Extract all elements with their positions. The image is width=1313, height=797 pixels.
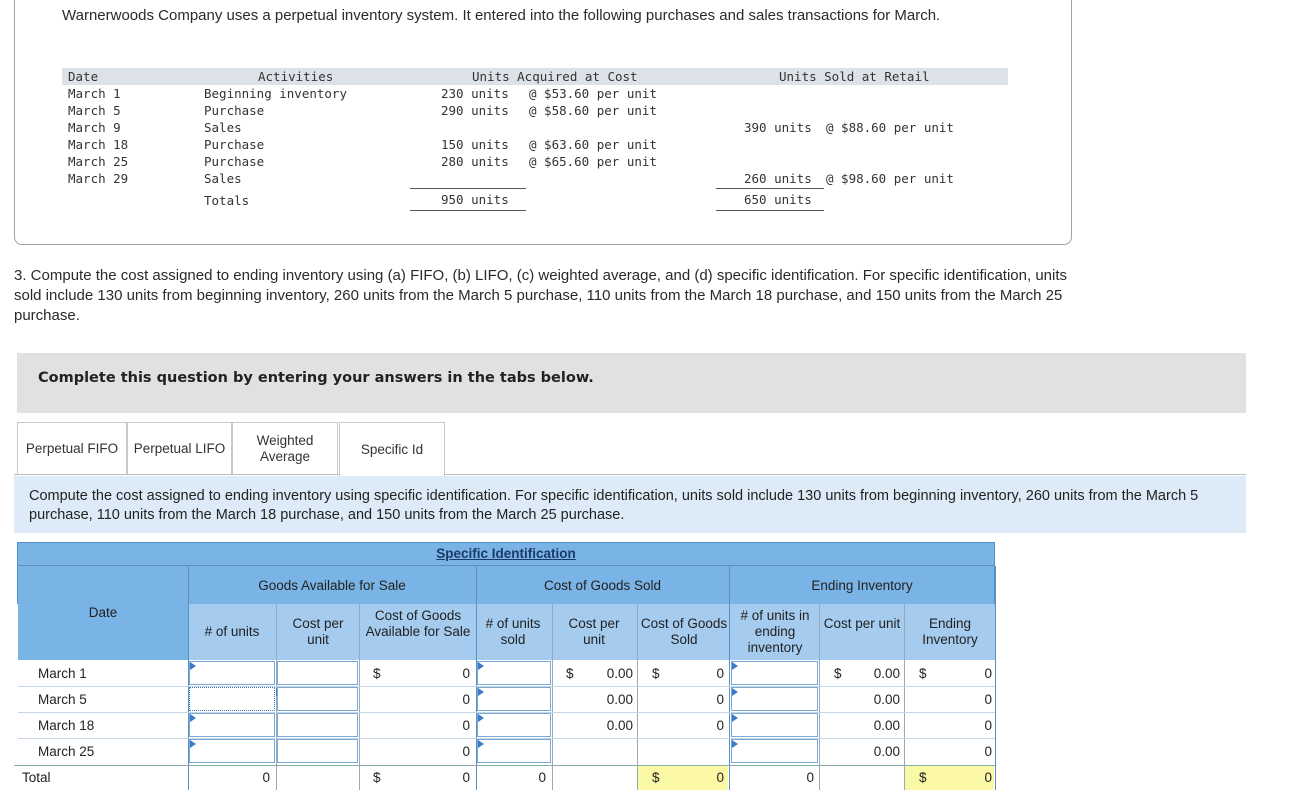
- row-date: March 5: [68, 103, 121, 118]
- dropdown-marker-icon: [478, 740, 484, 748]
- currency-symbol: $: [919, 770, 927, 785]
- cpu-sold-value: 0.00: [606, 666, 633, 681]
- row-acq-units: 230 units: [441, 86, 509, 101]
- units-input[interactable]: [189, 713, 275, 737]
- row-date: March 25: [68, 154, 129, 169]
- total-ending: 0: [984, 770, 992, 785]
- currency-symbol: $: [919, 666, 927, 681]
- header-activities: Activities: [258, 69, 334, 84]
- dropdown-marker-icon: [732, 688, 738, 696]
- row-date: March 9: [68, 120, 121, 135]
- units-input[interactable]: [189, 739, 275, 763]
- group-ending: Ending Inventory: [811, 578, 913, 593]
- dropdown-marker-icon: [190, 662, 196, 670]
- header-sold: Units Sold at Retail: [779, 69, 930, 84]
- totals-sold: 650 units: [744, 192, 812, 207]
- tab-perpetual-fifo[interactable]: [17, 422, 127, 475]
- row-activity: Sales: [204, 171, 242, 186]
- dropdown-marker-icon: [190, 714, 196, 722]
- currency-symbol: $: [652, 770, 660, 785]
- dropdown-marker-icon: [190, 740, 196, 748]
- cost-available-value: 0: [462, 666, 470, 681]
- tab-weighted-average[interactable]: [232, 422, 338, 475]
- worksheet-title: Specific Identification: [436, 546, 576, 561]
- cpu-ending-value: 0.00: [873, 718, 900, 733]
- row-activity: Sales: [204, 120, 242, 135]
- cpu-sold-value: 0.00: [606, 718, 633, 733]
- cpu-ending-value: 0.00: [873, 744, 900, 759]
- row-acq-cost: @ $58.60 per unit: [529, 103, 657, 118]
- dropdown-marker-icon: [478, 688, 484, 696]
- total-label: Total: [22, 770, 51, 785]
- units-ending-input[interactable]: [731, 661, 818, 685]
- row-date: March 1: [68, 86, 121, 101]
- cpu-sold-value: 0.00: [606, 692, 633, 707]
- units-sold-input[interactable]: [477, 713, 551, 737]
- currency-symbol: $: [373, 770, 381, 785]
- ending-value: 0: [984, 744, 992, 759]
- row-acq-cost: @ $63.60 per unit: [529, 137, 657, 152]
- totals-label: Totals: [204, 193, 250, 208]
- row-activity: Purchase: [204, 103, 265, 118]
- row-sold-units: 260 units: [744, 171, 812, 186]
- tab-label: Weighted Average: [256, 433, 314, 464]
- cost-available-value: 0: [462, 744, 470, 759]
- ending-value: 0: [984, 666, 992, 681]
- total-cogs: 0: [716, 770, 724, 785]
- dropdown-marker-icon: [478, 662, 484, 670]
- col-ending-inventory: Ending Inventory: [922, 616, 978, 647]
- col-units-ending: # of units in ending inventory: [740, 608, 810, 655]
- sep: [995, 566, 996, 790]
- row-date: March 18: [68, 137, 129, 152]
- dropdown-marker-icon: [732, 662, 738, 670]
- row-acq-cost: @ $53.60 per unit: [529, 86, 657, 101]
- units-sold-input[interactable]: [477, 687, 551, 711]
- row-date: March 5: [38, 692, 87, 707]
- group-available: Goods Available for Sale: [258, 578, 406, 593]
- units-input[interactable]: [189, 687, 275, 711]
- problem-intro: Warnerwoods Company uses a perpetual inventory system. It entered into the following purchases and sales transactions for March.: [62, 7, 941, 24]
- cpu-ending-value: 0.00: [873, 692, 900, 707]
- row-acq-cost: @ $65.60 per unit: [529, 154, 657, 169]
- dropdown-marker-icon: [732, 714, 738, 722]
- col-cost-available: Cost of Goods Available for Sale: [365, 608, 471, 639]
- col-cpu-ending: Cost per unit: [823, 616, 901, 631]
- group-cogs: Cost of Goods Sold: [543, 578, 662, 593]
- row-date: March 29: [68, 171, 129, 186]
- row-acq-units: 280 units: [441, 154, 509, 169]
- dropdown-marker-icon: [732, 740, 738, 748]
- cost-available-value: 0: [462, 692, 470, 707]
- row-activity: Purchase: [204, 154, 265, 169]
- total-units-ending: 0: [806, 770, 814, 785]
- sep: [904, 604, 905, 790]
- acquired-total-rule: [410, 210, 526, 211]
- cogs-value: 0: [716, 718, 724, 733]
- tab-instructions-text: Compute the cost assigned to ending inventory using specific identification. For specific identification, units sold include 130 units from beginning inventory, 260 units from the March 5 purchase, 110 units from the March 18 purchase, and 150 units from the March 25 purchase.: [29, 488, 1199, 523]
- col-date: Date: [88, 605, 118, 620]
- total-units-sold: 0: [538, 770, 546, 785]
- row-line: [14, 765, 995, 766]
- cost-per-unit-input[interactable]: [277, 687, 358, 711]
- totals-acquired: 950 units: [441, 192, 509, 207]
- sep: [729, 566, 730, 790]
- units-input[interactable]: [189, 661, 275, 685]
- sep: [819, 604, 820, 790]
- tab-label: Specific Id: [360, 441, 424, 457]
- row-date: March 1: [38, 666, 87, 681]
- currency-symbol: $: [834, 666, 842, 681]
- sep: [552, 604, 553, 790]
- units-ending-input[interactable]: [731, 739, 818, 763]
- currency-symbol: $: [373, 666, 381, 681]
- tab-label: Perpetual LIFO: [133, 441, 226, 456]
- cpu-ending-value: 0.00: [873, 666, 900, 681]
- ending-value: 0: [984, 692, 992, 707]
- col-cogs: Cost of Goods Sold: [640, 616, 728, 647]
- row-sold-units: 390 units: [744, 120, 812, 135]
- sep: [637, 604, 638, 790]
- row-date: March 25: [38, 744, 95, 759]
- row-acq-units: 290 units: [441, 103, 509, 118]
- currency-symbol: $: [652, 666, 660, 681]
- col-cpu-sold: Cost per unit: [568, 616, 620, 647]
- total-cost-available: 0: [462, 770, 470, 785]
- units-ending-input[interactable]: [731, 713, 818, 737]
- tab-instructions: [14, 476, 1246, 533]
- question-text: 3. Compute the cost assigned to ending inventory using (a) FIFO, (b) LIFO, (c) weighted average, and (d) specific identification. For specific identification, units sold include 130 units from beginning inventory, 260 units from the March 5 purchase, 110 units from the March 18 purchase, and 150 units from the March 25 purchase.: [14, 267, 1068, 324]
- header-acquired: Units Acquired at Cost: [472, 69, 638, 84]
- units-sold-input[interactable]: [477, 739, 551, 763]
- cost-per-unit-input[interactable]: [277, 713, 358, 737]
- currency-symbol: $: [566, 666, 574, 681]
- col-cost-per-unit: Cost per unit: [292, 616, 344, 647]
- row-activity: Beginning inventory: [204, 86, 347, 101]
- row-sold-price: @ $98.60 per unit: [826, 171, 954, 186]
- acquired-rule: [410, 188, 526, 189]
- header-date: Date: [68, 69, 99, 84]
- units-sold-input[interactable]: [477, 661, 551, 685]
- tab-label: Perpetual FIFO: [25, 441, 119, 456]
- cogs-value: 0: [716, 666, 724, 681]
- ending-value: 0: [984, 718, 992, 733]
- banner-text: Complete this question by entering your answers in the tabs below.: [38, 370, 594, 386]
- cogs-value: 0: [716, 692, 724, 707]
- tab-perpetual-lifo[interactable]: [127, 422, 232, 475]
- sold-rule: [716, 188, 824, 189]
- col-units: # of units: [204, 624, 260, 639]
- dropdown-marker-icon: [478, 714, 484, 722]
- cost-per-unit-input[interactable]: [277, 739, 358, 763]
- tab-specific-id[interactable]: [339, 422, 445, 476]
- cost-per-unit-input[interactable]: [277, 661, 358, 685]
- sold-total-rule: [716, 210, 824, 211]
- row-sold-price: @ $88.60 per unit: [826, 120, 954, 135]
- row-activity: Purchase: [204, 137, 265, 152]
- row-date: March 18: [38, 718, 95, 733]
- cost-available-value: 0: [462, 718, 470, 733]
- col-units-sold: # of units sold: [485, 616, 541, 647]
- total-units: 0: [262, 770, 270, 785]
- sep: [359, 604, 360, 790]
- tab-divider: [14, 474, 1246, 475]
- instructions-banner: [17, 353, 1246, 413]
- units-ending-input[interactable]: [731, 687, 818, 711]
- row-acq-units: 150 units: [441, 137, 509, 152]
